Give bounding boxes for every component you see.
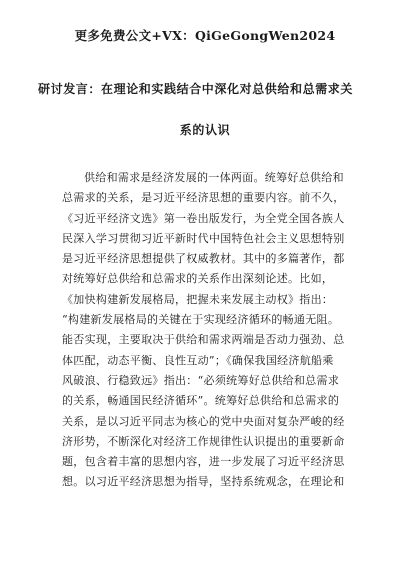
body-line: 对统筹好总供给和总需求的关系作出深刻论述。比如，	[62, 272, 334, 286]
promo-header: 更多免费公文+VX：QiGeGongWen2024	[74, 28, 336, 43]
title-line-2: 系的认识	[179, 123, 231, 137]
body-line: 能否实现，主要取决于供给和需求两端是否动力强劲、总	[62, 333, 345, 347]
body-line: 是习近平经济思想提供了权威教材。其中的多篇著作，都	[62, 252, 345, 266]
body-line: 风破浪、行稳致远》指出：“必须统筹好总供给和总需求	[62, 373, 340, 387]
body-line: 关系，是以习近平同志为核心的党中央面对复杂严峻的经	[62, 414, 345, 428]
title-line-1: 研讨发言：在理论和实践结合中深化对总供给和总需求关	[38, 82, 354, 96]
body-line: 民深入学习贯彻习近平新时代中国特色社会主义思想特别	[62, 231, 345, 245]
body-line: 的关系，畅通国民经济循环”。统筹好总供给和总需求的	[62, 394, 340, 408]
body-line: 供给和需求是经济发展的一体两面。统筹好总供给和	[84, 171, 344, 184]
body-text	[62, 168, 352, 493]
body-line: 体匹配，动态平衡、良性互动”；《确保我国经济航船乘	[62, 353, 334, 367]
body-line: 总需求的关系，是习近平经济思想的重要内容。前不久，	[62, 191, 345, 205]
body-line: 《习近平经济文选》第一卷出版发行，为全党全国各族人	[62, 211, 345, 225]
body-line: “构建新发展格局的关键在于实现经济循环的畅通无阻。	[62, 313, 340, 327]
body-line: 济形势，不断深化对经济工作规律性认识提出的重要新命	[62, 434, 345, 448]
body-line: 想。以习近平经济思想为指导，坚持系统观念，在理论和	[62, 475, 345, 489]
body-line: 《加快构建新发展格局，把握未来发展主动权》指出：	[62, 292, 334, 306]
body-line: 题，包含着丰富的思想内容，进一步发展了习近平经济思	[62, 455, 345, 469]
